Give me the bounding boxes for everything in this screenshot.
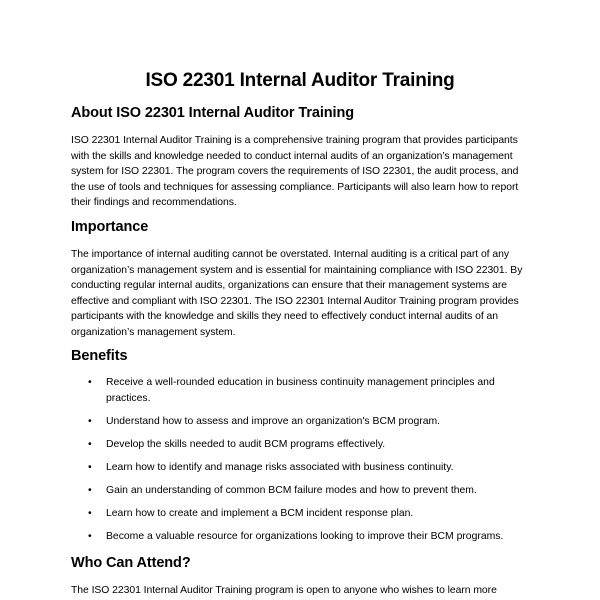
benefit-item — [71, 375, 533, 406]
benefit-text: Understand how to assess and improve an organization's BCM program. — [106, 415, 441, 427]
benefit-text: Become a valuable resource for organizations looking to improve their BCM programs. — [106, 531, 504, 543]
benefit-item — [71, 460, 533, 476]
benefit-text: Receive a well-rounded education in business continuity management principles and practices. — [106, 377, 495, 404]
benefit-text: Learn how to identify and manage risks associated with business continuity. — [106, 461, 454, 473]
benefit-text: Develop the skills needed to audit BCM programs effectively. — [106, 438, 386, 450]
about-heading: About ISO 22301 Internal Auditor Training — [71, 105, 354, 121]
benefit-text: Learn how to create and implement a BCM incident response plan. — [106, 507, 414, 519]
bullet-icon: • — [88, 531, 92, 543]
bullet-icon: • — [88, 484, 92, 496]
importance-heading: Importance — [71, 219, 149, 235]
bullet-icon: • — [88, 415, 92, 427]
benefit-item — [71, 483, 533, 499]
about-paragraph: ISO 22301 Internal Auditor Training is a comprehensive training program that provides participants with the skills and knowledge needed to conduct internal audits of an organization’s management system for ISO 22301. The program covers the requirements of ISO 22301, the audit process, and the use of tools and techniques for assessing compliance. Participants will also learn how to report their findings and recommendations. — [71, 135, 519, 208]
bullet-icon: • — [88, 377, 92, 388]
benefit-item — [71, 437, 533, 453]
benefits-list — [71, 375, 533, 552]
bullet-icon: • — [88, 438, 92, 450]
benefits-heading: Benefits — [71, 348, 128, 364]
bullet-icon: • — [88, 461, 92, 473]
benefit-item — [71, 414, 533, 430]
importance-paragraph: The importance of internal auditing cannot be overstated. Internal auditing is a critical part of any organization’s management system and is essential for maintaining compliance with ISO 22301. By conducting regular internal audits, organizations can ensure that their management systems are effective and compliant with ISO 22301. The ISO 22301 Internal Auditor Training program provides participants with the knowledge and skills they need to effectively conduct internal audits of an organization’s management system. — [71, 249, 523, 338]
benefit-text: Gain an understanding of common BCM failure modes and how to prevent them. — [106, 484, 477, 496]
benefit-item — [71, 529, 533, 545]
bullet-icon: • — [88, 507, 92, 519]
document-title: ISO 22301 Internal Auditor Training — [145, 70, 455, 91]
who-paragraph: The ISO 22301 Internal Auditor Training program is open to anyone who wishes to learn more — [71, 585, 497, 596]
benefit-item — [71, 506, 533, 522]
who-heading: Who Can Attend? — [71, 555, 191, 571]
